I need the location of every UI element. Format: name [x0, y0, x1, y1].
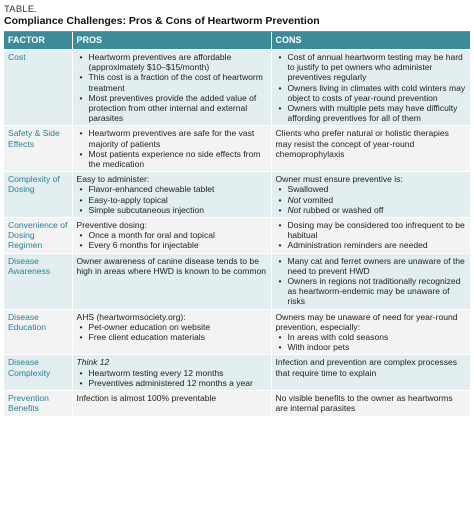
list-item: • Every 6 months for injectable: [89, 240, 267, 250]
list-item: • Administration reminders are needed: [288, 240, 467, 250]
factor-cell: Safety & Side Effects: [4, 126, 72, 172]
cons-cell: [271, 309, 470, 355]
factor-cell: Disease Awareness: [4, 253, 72, 309]
header-cons: CONS: [271, 32, 470, 50]
pros-cell: [72, 172, 271, 218]
cons-list: [276, 332, 467, 352]
pros-list: [77, 322, 267, 342]
table-label: TABLE.: [4, 4, 38, 15]
list-item: • Heartworm preventives are safe for the vast majority of patients: [89, 128, 267, 148]
list-item: • Flavor-enhanced chewable tablet: [89, 184, 267, 194]
pros-cell: [72, 391, 271, 416]
pros-cell: [72, 309, 271, 355]
list-item: • Simple subcutaneous injection: [89, 205, 267, 215]
list-item: • Most preventives provide the added value of protection from other internal and external parasites: [89, 93, 267, 124]
cons-cell: [271, 391, 470, 416]
cell-intro: Owners may be unaware of need for year-round prevention, especially:: [275, 311, 458, 332]
cons-cell: [271, 355, 470, 391]
table-row: [4, 253, 470, 309]
list-item: • Pet-owner education on website: [89, 322, 267, 332]
pros-list: [77, 128, 267, 169]
table-title: Compliance Challenges: Pros & Cons of Heartworm Prevention: [4, 15, 470, 32]
factor-cell: Prevention Benefits: [4, 391, 72, 416]
cons-list: [276, 52, 467, 123]
pros-cell: [72, 218, 271, 254]
pros-cell: [72, 126, 271, 172]
cons-list: [276, 220, 467, 251]
list-item: • Owners in regions not traditionally recognized as heartworm-endemic may be unaware of risks: [288, 276, 467, 307]
list-item: • Heartworm testing every 12 months: [89, 368, 267, 378]
cell-intro: Owner must ensure preventive is:: [275, 174, 403, 185]
table-row: [4, 50, 470, 126]
list-item: • Easy-to-apply topical: [89, 195, 267, 205]
cell-text: Clients who prefer natural or holistic therapies may resist the concept of year-round chemoprophylaxis: [275, 128, 449, 159]
cons-cell: [271, 172, 470, 218]
pros-list: [77, 184, 267, 215]
table-figure: [4, 0, 470, 416]
table-row: [4, 172, 470, 218]
list-item: • This cost is a fraction of the cost of heartworm treatment: [89, 72, 267, 92]
list-item: • In areas with cold seasons: [288, 332, 467, 342]
cell-text: Infection and prevention are complex processes that require time to explain: [275, 357, 457, 378]
cell-intro: Preventive dosing:: [76, 220, 147, 231]
cons-cell: [271, 126, 470, 172]
factor-cell: Disease Complexity: [4, 355, 72, 391]
pros-list: [77, 52, 267, 123]
cell-intro: Easy to administer:: [76, 174, 150, 185]
cons-list: [276, 184, 467, 215]
table-row: [4, 309, 470, 355]
header-factor: FACTOR: [4, 32, 72, 50]
pros-list: [77, 368, 267, 388]
list-item: • Swallowed: [288, 184, 467, 194]
compliance-table: [4, 32, 470, 416]
cell-text: Owner awareness of canine disease tends to be high in areas where HWD is known to be common: [76, 255, 267, 276]
list-item: • With indoor pets: [288, 342, 467, 352]
cell-intro: AHS (heartwormsociety.org):: [76, 311, 186, 322]
cons-cell: [271, 218, 470, 254]
list-item: • Once a month for oral and topical: [89, 230, 267, 240]
factor-cell: Cost: [4, 50, 72, 126]
list-item: • Free client education materials: [89, 332, 267, 342]
factor-cell: Disease Education: [4, 309, 72, 355]
list-item: • Not vomited: [288, 195, 467, 205]
table-row: [4, 126, 470, 172]
factor-cell: Convenience of Dosing Regimen: [4, 218, 72, 254]
table-row: [4, 218, 470, 254]
pros-cell: [72, 50, 271, 126]
list-item: • Heartworm preventives are affordable (approximately $10–$15/month): [89, 52, 267, 72]
list-item: • Cost of annual heartworm testing may be hard to justify to pet owners who administer preventives regularly: [288, 52, 467, 83]
table-row: [4, 391, 470, 416]
header-pros: PROS: [72, 32, 271, 50]
list-item: • Owners with multiple pets may have difficulty affording preventives for all of them: [288, 103, 467, 123]
factor-cell: Complexity of Dosing: [4, 172, 72, 218]
list-item: • Many cat and ferret owners are unaware of the need to prevent HWD: [288, 256, 467, 276]
pros-cell: [72, 253, 271, 309]
list-item: • Most patients experience no side effects from the medication: [89, 149, 267, 169]
cons-cell: [271, 50, 470, 126]
list-item: • Dosing may be considered too infrequent to be habitual: [288, 220, 467, 240]
pros-cell: [72, 355, 271, 391]
cons-cell: [271, 253, 470, 309]
cell-intro: Think 12: [76, 357, 110, 368]
cell-text: No visible benefits to the owner as heartworms are internal parasites: [275, 393, 453, 414]
list-item: • Owners living in climates with cold winters may object to costs of year-round prevention: [288, 83, 467, 103]
list-item: • Preventives administered 12 months a year: [89, 378, 267, 388]
table-row: [4, 355, 470, 391]
pros-list: [77, 230, 267, 250]
header-row: [4, 32, 470, 50]
list-item: • Not rubbed or washed off: [288, 205, 467, 215]
cons-list: [276, 256, 467, 307]
cell-text: Infection is almost 100% preventable: [76, 393, 217, 404]
